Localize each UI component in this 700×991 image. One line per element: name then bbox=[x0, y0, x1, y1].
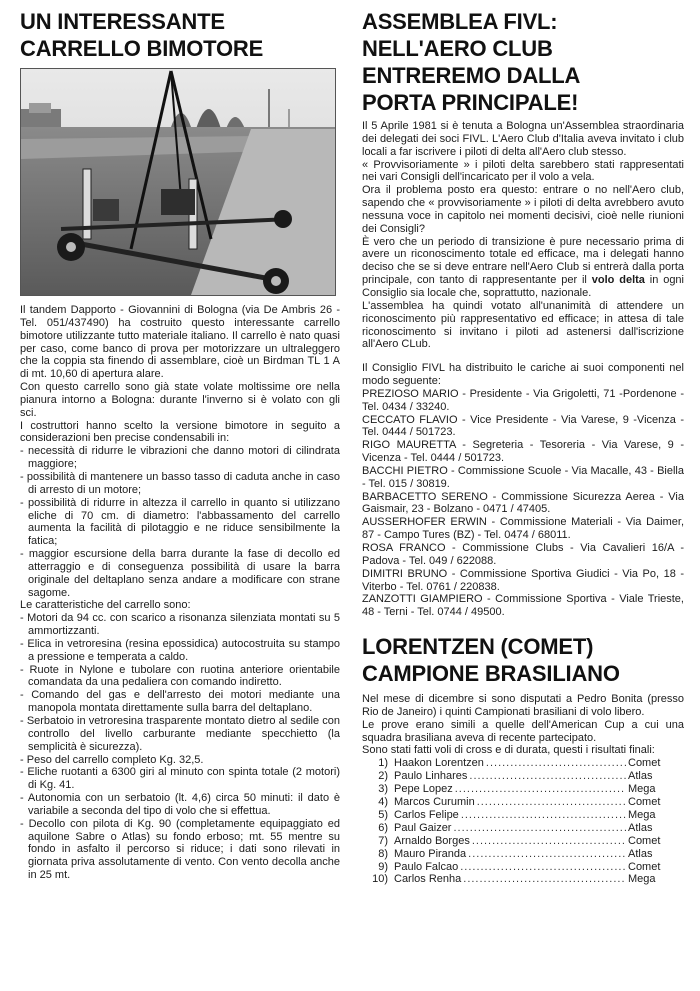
result-name: Arnaldo Borges bbox=[394, 834, 470, 847]
paragraph: Le caratteristiche del carrello sono: bbox=[20, 599, 191, 612]
list-item: - maggior escursione della barra durante la fase di decollo ed atterraggio e di conseguenza possibilità di usare la barra originale del deltaplano senza andare a modificare con strane sagome. bbox=[20, 548, 340, 599]
paragraph: Il 5 Aprile 1981 si è tenuta a Bologna un'Assemblea straordinaria dei delegati dei soci FIVL. L'Aero Club d'Italia aveva invitato i club locali a far iscrivere i piloti di delta all'Aero club stesso. bbox=[362, 120, 684, 158]
list-item: - Peso del carrello completo Kg. 32,5. bbox=[20, 754, 340, 767]
result-rank: 3) bbox=[378, 783, 388, 796]
title-line: ENTREREMO DALLA bbox=[362, 63, 581, 88]
list-item: - necessità di ridurre le vibrazioni che danno motori di cilindrata maggiore; bbox=[20, 445, 340, 471]
council-directory bbox=[362, 388, 684, 619]
result-rank: 5) bbox=[378, 808, 388, 821]
dot-leader bbox=[477, 796, 626, 809]
dot-leader bbox=[460, 861, 626, 874]
result-team: Comet bbox=[628, 757, 661, 770]
paragraph: Sono stati fatti voli di cross e di durata, questi i risultati finali: bbox=[362, 744, 655, 757]
result-name: Carlos Renha bbox=[394, 873, 462, 886]
result-name: Paulo Linhares bbox=[394, 770, 468, 783]
left-column bbox=[20, 8, 340, 882]
list-item: - Comando del gas e dell'arresto dei motori mediante una manopola montata direttamente sulla barra del deltaplano. bbox=[20, 689, 340, 715]
results-list bbox=[362, 757, 684, 886]
list-item: - Eliche ruotanti a 6300 giri al minuto con spinta totale (2 motori) di Kg. 41. bbox=[20, 766, 340, 792]
list-item: - Decollo con pilota di Kg. 90 (completamente equipaggiato ed aquilone Sabre o Atlas) su fondo erboso; mt. 55 mentre su fondo in asfalto il percorso si riduce; i dati sono rilevati in giornata priva assolutamente di vento. Con vento decolla anche in 25 mt. bbox=[20, 818, 340, 882]
list-item: - Motori da 94 cc. con scarico a risonanza silenziata montati su 5 ammortizzanti. bbox=[20, 612, 340, 638]
dot-leader bbox=[469, 770, 626, 783]
result-row bbox=[362, 848, 684, 861]
result-team: Mega bbox=[628, 808, 656, 821]
paragraph: « Provvisoriamente » i piloti delta sarebbero stati rappresentati nei vari Consigli dell'incaricato per il volo a vela. bbox=[362, 158, 684, 184]
list-item: - Autonomia con un serbatoio (lt. 4,6) circa 50 minuti: il dato è variabile a seconda del tipo di volo che si effettua. bbox=[20, 792, 340, 818]
directory-entry: AUSSERHOFER ERWIN - Commissione Materiali - Via Daimer, 87 - Campo Tures (BZ) - Tel. 0474 / 68011. bbox=[362, 516, 684, 542]
result-row bbox=[362, 822, 684, 835]
result-rank: 2) bbox=[378, 770, 388, 783]
lorentzen-article-title bbox=[362, 633, 684, 687]
list-item: - Serbatoio in vetroresina trasparente montato dietro al sedile con controllo del livello carburante mediante specchietto (la semplicità è sicurezza). bbox=[20, 715, 340, 754]
right-column bbox=[362, 8, 684, 886]
result-row bbox=[362, 783, 684, 796]
result-name: Paulo Falcao bbox=[394, 860, 459, 873]
result-name: Haakon Lorentzen bbox=[394, 757, 484, 770]
result-row bbox=[362, 861, 684, 874]
result-name: Paul Gaizer bbox=[394, 821, 452, 834]
directory-entry: ZANZOTTI GIAMPIERO - Commissione Sportiva - Viale Trieste, 48 - Terni - Tel. 0744 / 49500. bbox=[362, 593, 684, 619]
paragraph: I costruttori hanno scelto la versione bimotore in seguito a considerazioni ben precise condensabili in: bbox=[20, 419, 340, 445]
paragraph: L'assemblea ha quindi votato all'unanimità di attendere un riconoscimento più rappresentativo ed efficace; in attesa di tale riconoscimento si invitano i piloti ad astenersi dall'iscrizione all'Aero CLub. bbox=[362, 299, 684, 351]
result-rank: 6) bbox=[378, 821, 388, 834]
directory-entry: ROSA FRANCO - Commissione Clubs - Via Cavalieri 16/A - Padova - Tel. 049 / 622088. bbox=[362, 542, 684, 567]
dot-leader bbox=[461, 809, 626, 822]
assemblea-article-title bbox=[362, 8, 684, 116]
result-team: Mega bbox=[628, 783, 656, 796]
result-team: Comet bbox=[628, 860, 661, 873]
result-rank: 10) bbox=[372, 873, 388, 886]
dot-leader bbox=[453, 822, 626, 835]
title-line: PORTA PRINCIPALE! bbox=[362, 90, 579, 115]
reasons-list bbox=[20, 445, 340, 599]
result-row bbox=[362, 757, 684, 770]
result-name: Marcos Curumin bbox=[394, 796, 475, 808]
result-rank: 8) bbox=[378, 847, 388, 860]
result-name: Mauro Piranda bbox=[394, 847, 467, 860]
result-row bbox=[362, 873, 684, 886]
directory-entry: RIGO MAURETTA - Segreteria - Tesoreria - Via Varese, 9 - Vicenza - Tel. 0444 / 501723. bbox=[362, 439, 684, 465]
result-rank: 4) bbox=[378, 796, 388, 808]
result-row bbox=[362, 770, 684, 783]
text-run: in ogni Consiglio sia locale che, soprattutto, nazionale. bbox=[362, 274, 684, 299]
result-name: Carlos Felipe bbox=[394, 808, 459, 821]
directory-entry: PREZIOSO MARIO - Presidente - Via Grigoletti, 71 -Pordenone - Tel. 0434 / 33240. bbox=[362, 387, 684, 413]
result-row bbox=[362, 796, 684, 809]
title-line: ASSEMBLEA FIVL: bbox=[362, 9, 558, 34]
directory-entry: DIMITRI BRUNO - Commissione Sportiva Giudici - Via Po, 18 - Viterbo - Tel. 0761 / 220838. bbox=[362, 567, 684, 593]
result-team: Atlas bbox=[628, 821, 653, 834]
result-team: Atlas bbox=[628, 770, 653, 783]
carrello-article-title bbox=[20, 8, 340, 62]
result-team: Comet bbox=[628, 796, 661, 808]
directory-entry: BACCHI PIETRO - Commissione Scuole - Via Macalle, 43 - Biella - Tel. 015 / 30819. bbox=[362, 464, 684, 490]
title-line: LORENTZEN (COMET) bbox=[362, 634, 594, 660]
paragraph: Le prove erano simili a quelle dell'American Cup a cui una squadra brasiliana aveva di recente partecipato. bbox=[362, 718, 684, 744]
carrello-article-body bbox=[20, 304, 340, 882]
text-run: È vero che un periodo di transizione è pure necessario prima di avere un riconoscimento totale ed efficace, ma i delegati hanno deciso che se si deve entrare nell'Aero Club si entrerà dalla porta principale, con tanto di rappresentante per il bbox=[362, 235, 684, 287]
dot-leader bbox=[486, 757, 626, 770]
result-team: Comet bbox=[628, 834, 661, 847]
lorentzen-article-body bbox=[362, 693, 684, 886]
result-rank: 9) bbox=[378, 860, 388, 873]
dot-leader bbox=[472, 835, 626, 848]
trike-photo bbox=[20, 68, 336, 296]
dot-leader bbox=[468, 848, 626, 861]
list-item: - possibilità di ridurre in altezza il carrello in quanto si utilizzano eliche di 70 cm. di diametro: l'abbassamento del carrello aumenta la facilità di pilotaggio e ne riduce sensibilmente la fatica; bbox=[20, 497, 340, 548]
features-list bbox=[20, 612, 340, 882]
result-team: Mega bbox=[628, 873, 656, 886]
directory-entry: CECCATO FLAVIO - Vice Presidente - Via Varese, 9 -Vicenza - Tel. 0444 / 501723. bbox=[362, 413, 684, 439]
title-line: CAMPIONE BRASILIANO bbox=[362, 661, 620, 687]
paragraph: Con questo carrello sono già state volate moltissime ore nella pianura intorno a Bologna: durante l'inverno si è volato con gli sci. bbox=[20, 381, 340, 419]
paragraph bbox=[362, 236, 684, 300]
list-item: - Ruote in Nylone e tubolare con ruotina anteriore orientabile comandata da una pedaliera con comando indiretto. bbox=[20, 664, 340, 690]
result-rank: 7) bbox=[378, 834, 388, 847]
directory-entry: BARBACETTO SERENO - Commissione Sicurezza Aerea - Via Gaismair, 23 - Bolzano - 0471 / 47405. bbox=[362, 490, 684, 516]
paragraph: Ora il problema posto era questo: entrare o no nell'Aero club, sapendo che « provvisoriamente » i piloti di delta avrebbero avuto nessuna voce in capitolo nei momenti decisivi, cioè nelle riunioni dei Consigli? bbox=[362, 184, 684, 235]
result-team: Atlas bbox=[628, 847, 653, 860]
result-row bbox=[362, 809, 684, 822]
paragraph: Il tandem Dapporto - Giovannini di Bologna (via De Ambris 26 - Tel. 051/437490) ha costruito questo interessante carrello bimotore utilizzante tutto materiale italiano. Il carrello è nato quasi per caso, come banco di prova per motorizzare un ultraleggero che la coppia sta finendo di assemblare, cioè un Birdman TL 1 A di mt. 10,60 di apertura alare. bbox=[20, 304, 340, 381]
emphasis-volo-delta: volo delta bbox=[591, 274, 645, 287]
dot-leader bbox=[455, 783, 626, 796]
title-line: CARRELLO BIMOTORE bbox=[20, 36, 264, 61]
result-row bbox=[362, 835, 684, 848]
list-item: - Elica in vetroresina (resina epossidica) autocostruita su stampo a pressione e temperata a caldo. bbox=[20, 638, 340, 664]
result-name: Pepe Lopez bbox=[394, 783, 453, 796]
paragraph: Nel mese di dicembre si sono disputati a Pedro Bonita (presso Rio de Janeiro) i quinti Campionati brasiliani di volo libero. bbox=[362, 693, 684, 718]
paragraph: Il Consiglio FIVL ha distribuito le cariche ai suoi componenti nel modo seguente: bbox=[362, 362, 684, 388]
list-item: - possibilità di mantenere un basso tasso di caduta anche in caso di arresto di un motore; bbox=[20, 471, 340, 497]
title-line: NELL'AERO CLUB bbox=[362, 36, 553, 61]
result-rank: 1) bbox=[378, 757, 388, 770]
title-line: UN INTERESSANTE bbox=[20, 9, 225, 34]
dot-leader bbox=[463, 873, 626, 886]
assemblea-article-body bbox=[362, 120, 684, 619]
